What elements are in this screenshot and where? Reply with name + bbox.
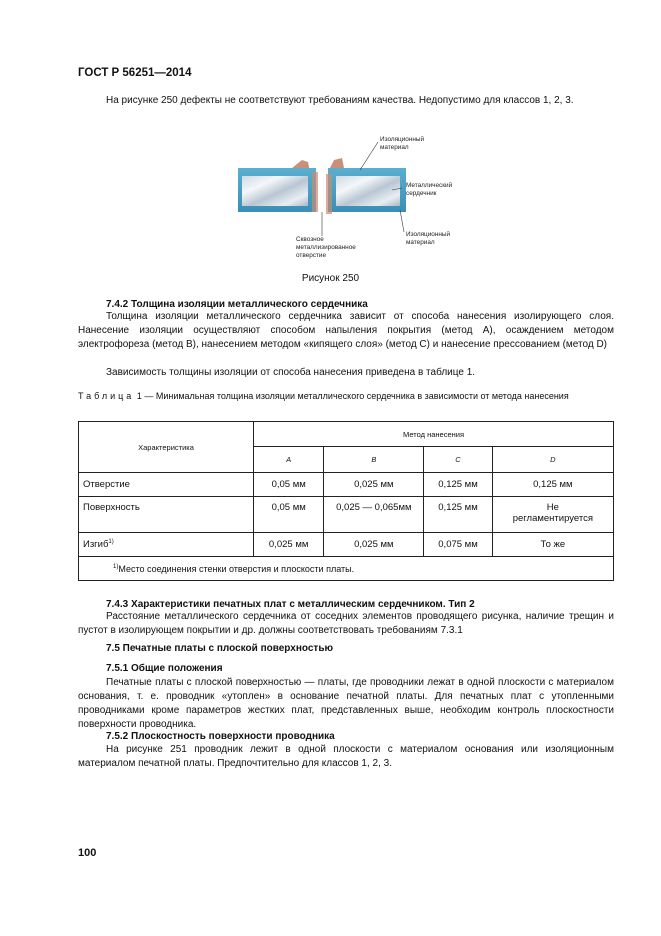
- table-row: [79, 473, 614, 497]
- table-row: [79, 497, 614, 533]
- table-cell: 0,075 мм: [424, 533, 492, 557]
- table-1-caption-word: Таблица: [78, 391, 135, 401]
- metal-core-right: [336, 176, 400, 206]
- table-cell: 0,05 мм: [254, 497, 324, 533]
- table-cell: 0,025 мм: [324, 533, 424, 557]
- table-1-caption-text: 1 — Минимальная толщина изоляции металлического сердечника в зависимости от метода нанесения: [136, 391, 569, 401]
- table-footnote: [79, 557, 614, 581]
- document-header: ГОСТ Р 56251—2014: [78, 67, 192, 79]
- label-through-hole: Сквозное металлизированное отверстие: [296, 236, 356, 259]
- intro-paragraph: На рисунке 250 дефекты не соответствуют требованиям качества. Недопустимо для классов 1, 2, 3.: [106, 95, 574, 106]
- paragraph-7-4-2-1: Толщина изоляции металлического сердечника зависит от способа нанесения изолирующего слоя. Нанесение изоляции осуществляют способом напыления покрытия (метод A), осаждением методом электрофореза (метод B), нанесением методом «кипящего слоя» (метод C) и нанесение прессованием (метод D): [78, 311, 614, 350]
- paragraph-7-5-1-1: Печатные платы с плоской поверхностью — платы, где проводники лежат в одной плоскости с материалом основания, т. е. проводник «утоплен» в основание печатной платы. Для печатных плат с утопленными проводниками кроме параметров жестких плат, представленных выше, необходим контроль плоскостности поверхности проводника.: [78, 677, 614, 730]
- table-header-method: Метод нанесения: [254, 422, 614, 447]
- table-header-method-a: A: [254, 447, 324, 473]
- paragraph-7-4-2-2: Зависимость толщины изоляции от способа нанесения приведена в таблице 1.: [106, 367, 476, 378]
- metal-core-left: [242, 176, 308, 206]
- table-row-name-text: Изгиб: [83, 539, 109, 551]
- paragraph-7-4-3-1: Расстояние металлического сердечника от соседних элементов проводящего рисунка, наличие трещин и пустот в изолирующем покрытии и др. должны соответствовать требованиям 7.3.1: [78, 611, 614, 636]
- table-cell: 0,025 — 0,065мм: [324, 497, 424, 533]
- figure-250: [230, 128, 470, 258]
- footnote-text: Место соединения стенки отверстия и плоскости платы.: [118, 563, 355, 574]
- table-1-caption: [78, 390, 614, 402]
- figure-250-caption: Рисунок 250: [301, 273, 360, 284]
- heading-7-5-1: 7.5.1 Общие положения: [106, 663, 223, 674]
- table-header-method-d: D: [492, 447, 613, 473]
- label-insulation-top: Изоляционный материал: [380, 136, 425, 151]
- paragraph-7-5-2-1: На рисунке 251 проводник лежит в одной плоскости с материалом основания или изоляционным материалом печатной платы. Предпочтительно для классов 1, 2, 3.: [78, 744, 614, 769]
- footnote-mark: 1): [113, 563, 119, 570]
- table-cell: 0,125 мм: [492, 473, 613, 497]
- table-row-name: [79, 533, 254, 557]
- label-insulation-bottom: Изоляционный материал: [406, 231, 451, 246]
- table-cell: Не регламентируется: [492, 497, 613, 533]
- table-row-name: Отверстие: [79, 473, 254, 497]
- heading-7-5: 7.5 Печатные платы с плоской поверхностью: [106, 643, 334, 654]
- copper-plating-left-lower: [312, 172, 318, 212]
- table-row-name: Поверхность: [79, 497, 254, 533]
- table-cell: 0,125 мм: [424, 497, 492, 533]
- table-cell: 0,025 мм: [324, 473, 424, 497]
- table-cell: 0,025 мм: [254, 533, 324, 557]
- label-metal-core: Металлический сердечник: [406, 182, 453, 197]
- footnote-ref: 1): [108, 538, 114, 545]
- table-header-method-b: B: [324, 447, 424, 473]
- table-row: [79, 533, 614, 557]
- table-cell: 0,125 мм: [424, 473, 492, 497]
- page-number: 100: [78, 847, 97, 859]
- copper-plating-right-lower: [326, 174, 332, 214]
- heading-7-4-2: 7.4.2 Толщина изоляции металлического сердечника: [106, 299, 368, 310]
- table-cell: То же: [492, 533, 613, 557]
- heading-7-4-3: 7.4.3 Характеристики печатных плат с металлическим сердечником. Тип 2: [106, 599, 475, 610]
- table-header-method-c: C: [424, 447, 492, 473]
- table-header-characteristic: Характеристика: [79, 422, 254, 473]
- heading-7-5-2: 7.5.2 Плоскостность поверхности проводника: [106, 731, 335, 742]
- table-1: [78, 421, 614, 581]
- table-cell: 0,05 мм: [254, 473, 324, 497]
- table-footnote-row: [79, 557, 614, 581]
